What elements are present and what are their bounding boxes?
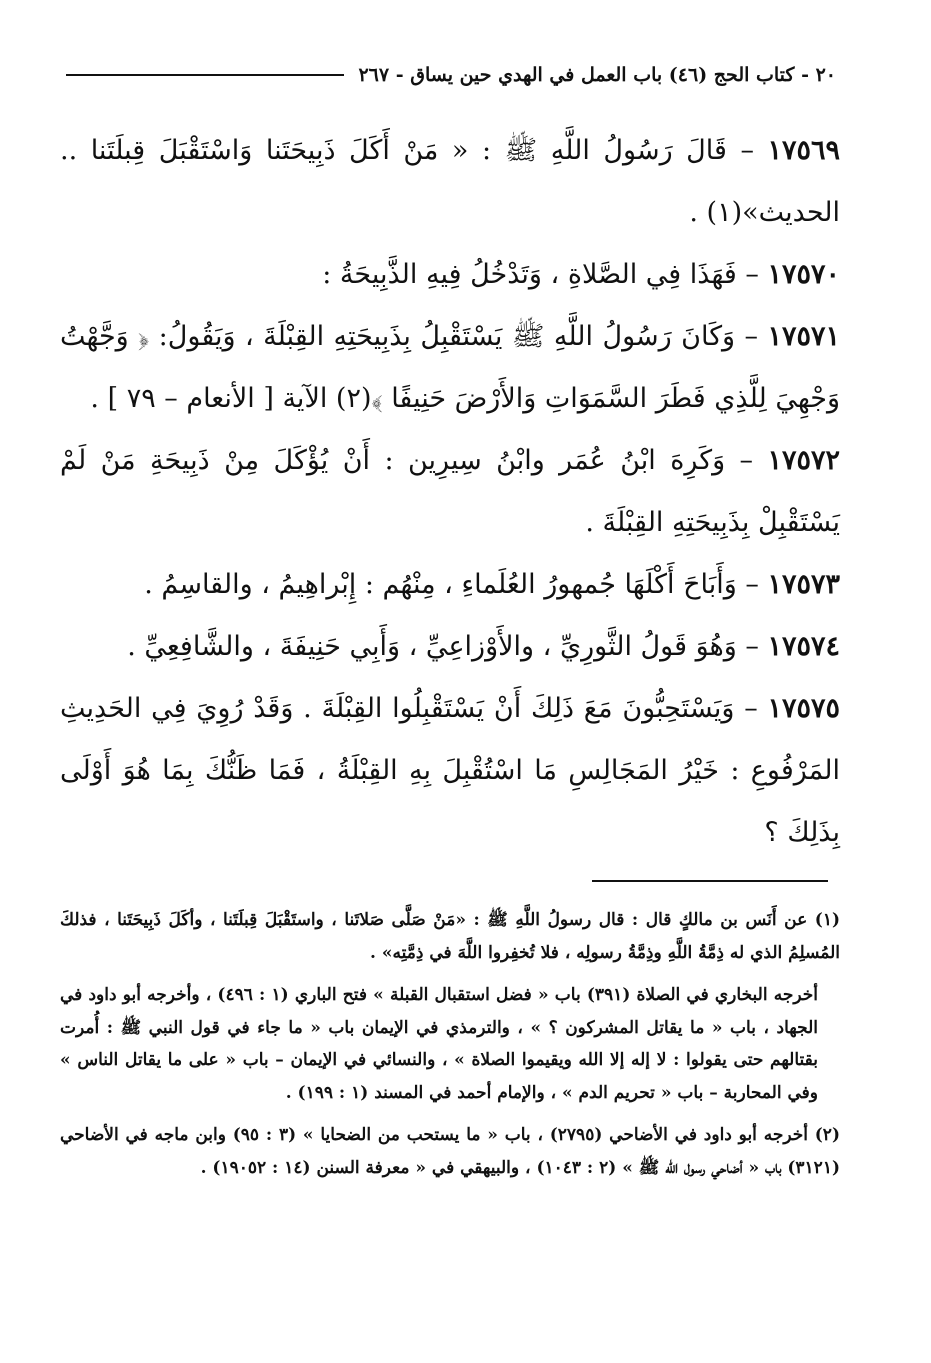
paragraph [60,678,840,864]
footnote: (١) عن أَنَس بن مالكٍ قال : قال رسولُ اللَّهِ ﷺ : «مَنْ صَلَّى صَلاتَنا ، واستَقْبَلَ قِبلَتَنا ، وأكَلَ ذَبِيحَتَنا ، فذلكَ المُسلِمُ الذي له ذِمَّةُ اللَّهِ وذِمَّةُ رسولِه ، فلا تُخفِروا اللَّهَ في ذِمَّتِه» . [60,910,840,963]
paragraph-text: – وَيَسْتَحِبُّونَ مَعَ ذَلِكَ أَنْ يَسْتَقْبِلُوا القِبْلَةَ . وَقَدْ رُوِيَ فِي الحَدِيثِ المَرْفُوعِ : خَيْرُ المَجَالِسِ مَا اسْتُقْبِلَ بِهِ القِبْلَةُ ، فَمَا ظَنُّكَ بِمَا هُوَ أَوْلَى بِذَلِكَ ؟ [60,693,840,848]
main-text [60,120,840,864]
paragraph [60,616,840,678]
running-header [66,58,836,92]
paragraph [60,120,840,244]
header-rule [66,74,344,76]
paragraph-number: ١٧٥٧٣ [767,569,840,600]
paragraph [60,554,840,616]
paragraph-text: – وَأَبَاحَ أَكْلَهَا جُمهورُ العُلَماءِ ، مِنْهُم : إِبْراهِيمُ ، والقاسِمُ . [144,569,768,600]
paragraph-text: – فَهَذَا فِي الصَّلاةِ ، وَتَدْخُلُ فِيهِ الذَّبِيحَةُ : [322,259,768,290]
paragraph-number: ١٧٥٧٤ [767,631,840,662]
paragraph-number: ١٧٥٧١ [767,321,840,352]
paragraph-text: – وَكَانَ رَسُولُ اللَّهِ ﷺ يَسْتَقْبِلُ بِذَبِيحَتِهِ القِبْلَةَ ، وَيَقُولُ: ﴿ وَجَّهْتُ وَجْهِيَ لِلَّذِي فَطَرَ السَّمَوَاتِ وَالأَرْضَ حَنِيفًا ﴾(٢) الآية [ الأنعام – ٧٩ ] . [60,321,840,414]
running-header-text: ٢٠ - كتاب الحج (٤٦) باب العمل في الهدي حين يساق - ٢٦٧ [358,64,836,86]
paragraph-text: – قَالَ رَسُولُ اللَّهِ ﷺ : « مَنْ أَكَلَ ذَبِيحَتَنا وَاسْتَقْبَلَ قِبلَتَنا .. الحديث»(١) . [60,135,840,228]
footnote-separator [592,880,828,882]
footnote: (٢) أخرجه أبو داود في الأضاحي (٢٧٩٥) ، باب « ما يستحب من الضحايا » (٣ : ٩٥) وابن ماجه في الأضاحي (٣١٢١) باب « أضاحي رسول الله ﷺ » (٢ : ١٠٤٣) ، والبيهقي في « معرفة السنن (١٤ : ١٩٠٥٢) . [60,1125,840,1178]
footnote-citation: أخرجه البخاري في الصلاة (٣٩١) باب « فضل استقبال القبلة » فتح الباري (١ : ٤٩٦) ، وأخرجه أبو داود في الجهاد ، باب « ما يقاتل المشركون ؟ » ، والترمذي في الإيمان باب « ما جاء في قول النبي ﷺ : أُمرت بقتالهم حتى يقولوا : لا إله إلا الله ويقيموا الصلاة » ، والنسائي في الإيمان – باب « على ما يقاتل الناس » وفي المحاربة – باب « تحريم الدم » ، والإمام أحمد في المسند (١ : ١٩٩) . [60,985,818,1103]
paragraph [60,306,840,430]
paragraph [60,244,840,306]
footnotes [60,904,840,1194]
paragraph-number: ١٧٥٧٥ [767,693,840,724]
paragraph-number: ١٧٥٦٩ [767,135,840,166]
paragraph-number: ١٧٥٧٠ [767,259,840,290]
paragraph-text: – وَكَرِهَ ابْنُ عُمَر وابْنُ سِيرِين : أَنْ يُؤْكَلَ مِنْ ذَبِيحَةِ مَنْ لَمْ يَسْتَقْبِلْ بِذَبِيحَتِهِ القِبْلَةَ . [60,445,840,538]
paragraph-text: – وَهُوَ قَولُ الثَّورِيِّ ، والأَوْزاعِيِّ ، وَأَبِي حَنِيفَةَ ، والشَّافِعِيِّ . [127,631,768,662]
paragraph [60,430,840,554]
paragraph-number: ١٧٥٧٢ [767,445,840,476]
